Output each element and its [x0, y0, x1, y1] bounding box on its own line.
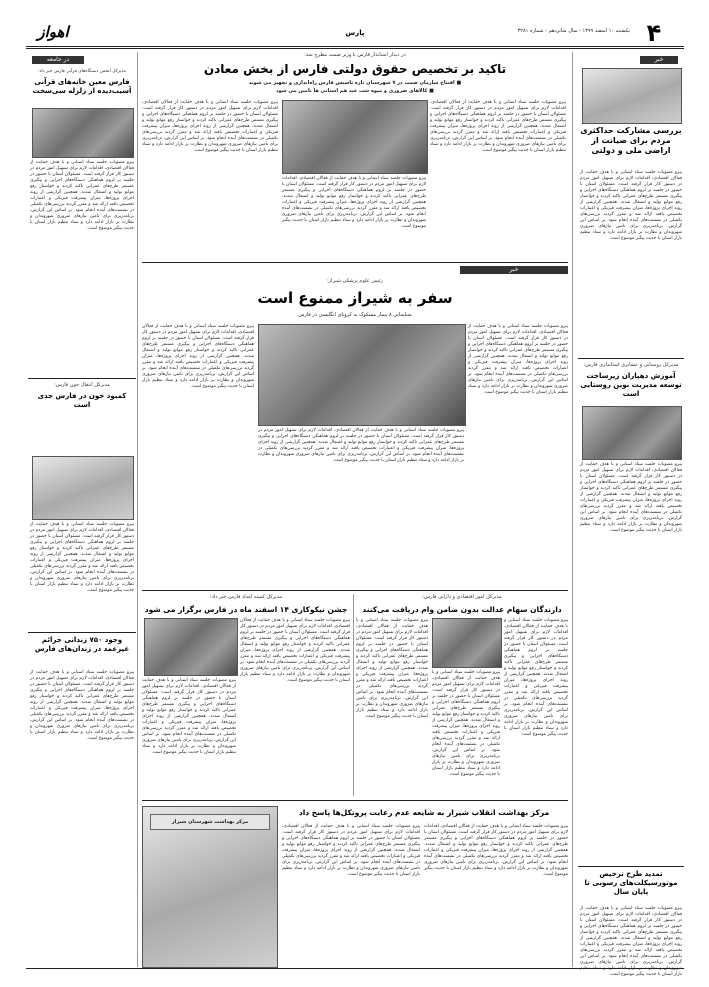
photo-land-inspection — [582, 68, 682, 124]
top-story-body-right: پیرو مصوبات جلسه ستاد استانی و با هدف حمایت از فعالان اقتصادی، اقدامات لازم برای تسهیل امور مردم در دستور کار قرار گرفته است. مسئولان استان با حضور در جلسه بر لزوم هماهنگی دستگاه‌های اجرایی و پیگیری مستمر طرح‌های عمرانی تاکید کردند و خواستار رفع موانع تولید و اشتغال شدند. همچنین گزارشی از روند اجرای پروژه‌ها، میزان پیشرفت فیزیکی و اعتبارات تخصیص یافته ارائه شد و مقرر گردید بررسی‌های تکمیلی در نشست‌های آینده انجام شود. بر اساس این گزارش، برنامه‌ریزی برای تامین نیازهای ضروری شهروندان و نظارت بر بازار ادامه دارد و ستاد تنظیم بازار استان با جدیت پیگیر موضوع است. — [430, 100, 566, 153]
bottom-right-kicker: مدیرکل امور اقتصادی و دارایی فارس: — [422, 594, 502, 600]
center-story-kicker: رئیس علوم پزشکی شیراز: — [327, 278, 383, 284]
bottom-right-headline: دارندگان سهام عدالت بدون ضامن وام دریافت می‌کنند — [362, 605, 562, 614]
section-name: پارس — [345, 29, 365, 37]
bottom-right-body-left: پیرو مصوبات جلسه ستاد استانی و با هدف حمایت از فعالان اقتصادی، اقدامات لازم برای تسهیل امور مردم در دستور کار قرار گرفته است. مسئولان استان با حضور در جلسه بر لزوم هماهنگی دستگاه‌های اجرایی و پیگیری مستمر طرح‌های عمرانی تاکید کردند و خواستار رفع موانع تولید و اشتغال شدند. همچنین گزارشی از روند اجرای پروژه‌ها، میزان پیشرفت فیزیکی و اعتبارات تخصیص یافته ارائه شد و مقرر گردید بررسی‌های تکمیلی در نشست‌های آینده انجام شود. بر اساس این گزارش، برنامه‌ریزی برای تامین نیازهای ضروری شهروندان و نظارت بر بازار ادامه دارد و ستاد تنظیم بازار استان با جدیت پیگیر موضوع است. — [356, 618, 428, 719]
right-story2-kicker: مدیرکل روستایی و عشایری استانداری فارس: — [583, 362, 679, 368]
top-story-body-mid: پیرو مصوبات جلسه ستاد استانی و با هدف حمایت از فعالان اقتصادی، اقدامات لازم برای تسهیل امور مردم در دستور کار قرار گرفته است. مسئولان استان با حضور در جلسه بر لزوم هماهنگی دستگاه‌های اجرایی و پیگیری مستمر طرح‌های عمرانی تاکید کردند و خواستار رفع موانع تولید و اشتغال شدند. همچنین گزارشی از روند اجرای پروژه‌ها، میزان پیشرفت فیزیکی و اعتبارات تخصیص یافته ارائه شد و مقرر گردید بررسی‌های تکمیلی در نشست‌های آینده انجام شود. بر اساس این گزارش، برنامه‌ریزی برای تامین نیازهای ضروری شهروندان و نظارت بر بازار ادامه دارد و ستاد تنظیم بازار استان با جدیت پیگیر موضوع است. — [282, 176, 426, 229]
center-story-sub: شناسایی ۸ بیمار مشکوک به کرونای انگلیسی در فارس — [298, 312, 412, 318]
left-headline3: وجود ۷۵۰ زندانی جرائم غیرعمد در زندان‌های فارس — [34, 636, 130, 653]
center-story-headline: سفر به شیراز ممنوع است — [257, 289, 453, 307]
health-center-sign-text: مرکز بهداشت شهرستان شیراز — [171, 819, 249, 825]
right-tag: خبر — [640, 56, 678, 64]
masthead-logo: اهواز — [37, 23, 69, 41]
bottom-story-headline: مرکز بهداشت انقلاب شیراز به شایعه عدم رعایت پروتکل‌ها پاسخ داد — [298, 808, 550, 817]
photo-charity-official — [144, 618, 238, 676]
left-headline2: کمبود خون در فارس جدی است — [37, 392, 127, 409]
center-story-body-left: پیرو مصوبات جلسه ستاد استانی و با هدف حمایت از فعالان اقتصادی، اقدامات لازم برای تسهیل امور مردم در دستور کار قرار گرفته است. مسئولان استان با حضور در جلسه بر لزوم هماهنگی دستگاه‌های اجرایی و پیگیری مستمر طرح‌های عمرانی تاکید کردند و خواستار رفع موانع تولید و اشتغال شدند. همچنین گزارشی از روند اجرای پروژه‌ها، میزان پیشرفت فیزیکی و اعتبارات تخصیص یافته ارائه شد و مقرر گردید بررسی‌های تکمیلی در نشست‌های آینده انجام شود. بر اساس این گزارش، برنامه‌ریزی برای تامین نیازهای ضروری شهروندان و نظارت بر بازار ادامه دارد و ستاد تنظیم بازار استان با جدیت پیگیر موضوع است. — [142, 324, 254, 389]
top-story-sub2: ■ کالاهای ضروری و میوه شب عید هم استانی ها تامین می شود — [276, 88, 434, 94]
center-tag: خبر — [460, 266, 568, 274]
right-story2-body: پیرو مصوبات جلسه ستاد استانی و با هدف حمایت از فعالان اقتصادی، اقدامات لازم برای تسهیل امور مردم در دستور کار قرار گرفته است. مسئولان استان با حضور در جلسه بر لزوم هماهنگی دستگاه‌های اجرایی و پیگیری مستمر طرح‌های عمرانی تاکید کردند و خواستار رفع موانع تولید و اشتغال شدند. همچنین گزارشی از روند اجرای پروژه‌ها، میزان پیشرفت فیزیکی و اعتبارات تخصیص یافته ارائه شد و مقرر گردید بررسی‌های تکمیلی در نشست‌های آینده انجام شود. بر اساس این گزارش، برنامه‌ریزی برای تامین نیازهای ضروری شهروندان و نظارت بر بازار ادامه دارد و ستاد تنظیم بازار استان با جدیت پیگیر موضوع است. — [580, 462, 682, 533]
bottom-middle-kicker: مدیرکل کمیته امداد فارس خبر داد: — [209, 594, 283, 600]
top-story-headline: تاکید بر تخصیص حقوق دولتی فارس از بخش معادن — [203, 62, 507, 76]
date-line: یکشنبه ۱۰ اسفند ۱۳۹۹ - سال شانزدهم - شماره ۳۲۸۱ — [517, 28, 630, 34]
left-story2-body: پیرو مصوبات جلسه ستاد استانی و با هدف حمایت از فعالان اقتصادی، اقدامات لازم برای تسهیل امور مردم در دستور کار قرار گرفته است. مسئولان استان با حضور در جلسه بر لزوم هماهنگی دستگاه‌های اجرایی و پیگیری مستمر طرح‌های عمرانی تاکید کردند و خواستار رفع موانع تولید و اشتغال شدند. همچنین گزارشی از روند اجرای پروژه‌ها، میزان پیشرفت فیزیکی و اعتبارات تخصیص یافته ارائه شد و مقرر گردید بررسی‌های تکمیلی در نشست‌های آینده انجام شود. بر اساس این گزارش، برنامه‌ریزی برای تامین نیازهای ضروری شهروندان و نظارت بر بازار ادامه دارد و ستاد تنظیم بازار استان با جدیت پیگیر موضوع است. — [30, 522, 134, 593]
left-kicker2: مدیرکل انتقال خون فارس: — [54, 382, 110, 388]
bottom-story-body-left: پیرو مصوبات جلسه ستاد استانی و با هدف حمایت از فعالان اقتصادی، اقدامات لازم برای تسهیل امور مردم در دستور کار قرار گرفته است. مسئولان استان با حضور در جلسه بر لزوم هماهنگی دستگاه‌های اجرایی و پیگیری مستمر طرح‌های عمرانی تاکید کردند و خواستار رفع موانع تولید و اشتغال شدند. همچنین گزارشی از روند اجرای پروژه‌ها، میزان پیشرفت فیزیکی و اعتبارات تخصیص یافته ارائه شد و مقرر گردید بررسی‌های تکمیلی در نشست‌های آینده انجام شود. بر اساس این گزارش، برنامه‌ریزی برای تامین نیازهای ضروری شهروندان و نظارت بر بازار ادامه دارد و ستاد تنظیم بازار استان با جدیت پیگیر موضوع است. — [282, 824, 420, 877]
bottom-middle-body-left: پیرو مصوبات جلسه ستاد استانی و با هدف حمایت از فعالان اقتصادی، اقدامات لازم برای تسهیل امور مردم در دستور کار قرار گرفته است. مسئولان استان با حضور در جلسه بر لزوم هماهنگی دستگاه‌های اجرایی و پیگیری مستمر طرح‌های عمرانی تاکید کردند و خواستار رفع موانع تولید و اشتغال شدند. همچنین گزارشی از روند اجرای پروژه‌ها، میزان پیشرفت فیزیکی و اعتبارات تخصیص یافته ارائه شد و مقرر گردید بررسی‌های تکمیلی در نشست‌های آینده انجام شود. بر اساس این گزارش، برنامه‌ریزی برای تامین نیازهای ضروری شهروندان و نظارت بر بازار ادامه دارد و ستاد تنظیم بازار استان با جدیت پیگیر موضوع است. — [142, 678, 236, 755]
top-story-kicker: در دیدار استاندار فارس با وزیر صمت مطرح شد: — [304, 52, 406, 58]
photo-governor-meeting — [282, 100, 428, 174]
left-story1-body: پیرو مصوبات جلسه ستاد استانی و با هدف حمایت از فعالان اقتصادی، اقدامات لازم برای تسهیل امور مردم در دستور کار قرار گرفته است. مسئولان استان با حضور در جلسه بر لزوم هماهنگی دستگاه‌های اجرایی و پیگیری مستمر طرح‌های عمرانی تاکید کردند و خواستار رفع موانع تولید و اشتغال شدند. همچنین گزارشی از روند اجرای پروژه‌ها، میزان پیشرفت فیزیکی و اعتبارات تخصیص یافته ارائه شد و مقرر گردید بررسی‌های تکمیلی در نشست‌های آینده انجام شود. بر اساس این گزارش، برنامه‌ریزی برای تامین نیازهای ضروری شهروندان و نظارت بر بازار ادامه دارد و ستاد تنظیم بازار استان با جدیت پیگیر موضوع است. — [30, 160, 134, 231]
bottom-middle-headline: جشن نیکوکاری ۱۴ اسفند ماه در فارس برگزار می شود — [144, 605, 348, 614]
page-number: ۴ — [646, 19, 662, 47]
right-story3-body: پیرو مصوبات جلسه ستاد استانی و با هدف حمایت از فعالان اقتصادی، اقدامات لازم برای تسهیل امور مردم در دستور کار قرار گرفته است. مسئولان استان با حضور در جلسه بر لزوم هماهنگی دستگاه‌های اجرایی و پیگیری مستمر طرح‌های عمرانی تاکید کردند و خواستار رفع موانع تولید و اشتغال شدند. همچنین گزارشی از روند اجرای پروژه‌ها، میزان پیشرفت فیزیکی و اعتبارات تخصیص یافته ارائه شد و مقرر گردید بررسی‌های تکمیلی در نشست‌های آینده انجام شود. بر اساس این گزارش، برنامه‌ریزی برای تامین نیازهای ضروری شهروندان و نظارت بر بازار ادامه دارد و ستاد تنظیم بازار استان با جدیت پیگیر موضوع است. — [580, 906, 682, 977]
left-tag: در جامعه — [32, 56, 84, 64]
bottom-story-body-right: پیرو مصوبات جلسه ستاد استانی و با هدف حمایت از فعالان اقتصادی، اقدامات لازم برای تسهیل امور مردم در دستور کار قرار گرفته است. مسئولان استان با حضور در جلسه بر لزوم هماهنگی دستگاه‌های اجرایی و پیگیری مستمر طرح‌های عمرانی تاکید کردند و خواستار رفع موانع تولید و اشتغال شدند. همچنین گزارشی از روند اجرای پروژه‌ها، میزان پیشرفت فیزیکی و اعتبارات تخصیص یافته ارائه شد و مقرر گردید بررسی‌های تکمیلی در نشست‌های آینده انجام شود. بر اساس این گزارش، برنامه‌ریزی برای تامین نیازهای ضروری شهروندان و نظارت بر بازار ادامه دارد و ستاد تنظیم بازار استان با جدیت پیگیر موضوع است. — [424, 824, 568, 877]
right-headline: بررسی مشارکت حداکثری مردم برای صیانت از اراضی ملی و دولتی — [580, 126, 682, 155]
photo-health-official — [258, 324, 466, 426]
photo-health-center-building — [142, 806, 278, 968]
right-story2-headline: آموزش دهیاران زیرساخت توسعه مدیریت نوین روستایی است — [580, 372, 682, 398]
bottom-right-body-right: پیرو مصوبات جلسه ستاد استانی و با هدف حمایت از فعالان اقتصادی، اقدامات لازم برای تسهیل امور مردم در دستور کار قرار گرفته است. مسئولان استان با حضور در جلسه بر لزوم هماهنگی دستگاه‌های اجرایی و پیگیری مستمر طرح‌های عمرانی تاکید کردند و خواستار رفع موانع تولید و اشتغال شدند. همچنین گزارشی از روند اجرای پروژه‌ها، میزان پیشرفت فیزیکی و اعتبارات تخصیص یافته ارائه شد و مقرر گردید بررسی‌های تکمیلی در نشست‌های آینده انجام شود. بر اساس این گزارش، برنامه‌ریزی برای تامین نیازهای ضروری شهروندان و نظارت بر بازار ادامه دارد و ستاد تنظیم بازار استان با جدیت پیگیر موضوع است. — [504, 618, 568, 737]
left-headline1: فارس معین خانه‌های قرآنی آسیب‌دیده از زلزله سی‌سخت — [32, 78, 132, 95]
top-story-body-left: پیرو مصوبات جلسه ستاد استانی و با هدف حمایت از فعالان اقتصادی، اقدامات لازم برای تسهیل امور مردم در دستور کار قرار گرفته است. مسئولان استان با حضور در جلسه بر لزوم هماهنگی دستگاه‌های اجرایی و پیگیری مستمر طرح‌های عمرانی تاکید کردند و خواستار رفع موانع تولید و اشتغال شدند. همچنین گزارشی از روند اجرای پروژه‌ها، میزان پیشرفت فیزیکی و اعتبارات تخصیص یافته ارائه شد و مقرر گردید بررسی‌های تکمیلی در نشست‌های آینده انجام شود. بر اساس این گزارش، برنامه‌ریزی برای تامین نیازهای ضروری شهروندان و نظارت بر بازار ادامه دارد و ستاد تنظیم بازار استان با جدیت پیگیر موضوع است. — [142, 100, 278, 153]
bottom-middle-body-right: پیرو مصوبات جلسه ستاد استانی و با هدف حمایت از فعالان اقتصادی، اقدامات لازم برای تسهیل امور مردم در دستور کار قرار گرفته است. مسئولان استان با حضور در جلسه بر لزوم هماهنگی دستگاه‌های اجرایی و پیگیری مستمر طرح‌های عمرانی تاکید کردند و خواستار رفع موانع تولید و اشتغال شدند. همچنین گزارشی از روند اجرای پروژه‌ها، میزان پیشرفت فیزیکی و اعتبارات تخصیص یافته ارائه شد و مقرر گردید بررسی‌های تکمیلی در نشست‌های آینده انجام شود. بر اساس این گزارش، برنامه‌ریزی برای تامین نیازهای ضروری شهروندان و نظارت بر بازار ادامه دارد و ستاد تنظیم بازار استان با جدیت پیگیر موضوع است. — [240, 618, 350, 683]
bottom-right-body-under: پیرو مصوبات جلسه ستاد استانی و با هدف حمایت از فعالان اقتصادی، اقدامات لازم برای تسهیل امور مردم در دستور کار قرار گرفته است. مسئولان استان با حضور در جلسه بر لزوم هماهنگی دستگاه‌های اجرایی و پیگیری مستمر طرح‌های عمرانی تاکید کردند و خواستار رفع موانع تولید و اشتغال شدند. همچنین گزارشی از روند اجرای پروژه‌ها، میزان پیشرفت فیزیکی و اعتبارات تخصیص یافته ارائه شد و مقرر گردید بررسی‌های تکمیلی در نشست‌های آینده انجام شود. بر اساس این گزارش، برنامه‌ریزی برای تامین نیازهای ضروری شهروندان و نظارت بر بازار ادامه دارد و ستاد تنظیم بازار استان با جدیت پیگیر موضوع است. — [432, 670, 500, 777]
photo-blood-bags — [32, 456, 134, 520]
left-kicker1: مدیرکل انجمن دستگاه‌های قرآنی فارس خبر داد: — [38, 69, 126, 74]
top-story-sub1: ■ افتتاح سازمان صمت در ۷ شهرستان تازه تاسیس فارس راه‌اندازی و تجهیز می شوند — [248, 80, 462, 86]
photo-economy-official — [432, 618, 502, 668]
health-center-sign — [150, 814, 270, 830]
right-story1-body: پیرو مصوبات جلسه ستاد استانی و با هدف حمایت از فعالان اقتصادی، اقدامات لازم برای تسهیل امور مردم در دستور کار قرار گرفته است. مسئولان استان با حضور در جلسه بر لزوم هماهنگی دستگاه‌های اجرایی و پیگیری مستمر طرح‌های عمرانی تاکید کردند و خواستار رفع موانع تولید و اشتغال شدند. همچنین گزارشی از روند اجرای پروژه‌ها، میزان پیشرفت فیزیکی و اعتبارات تخصیص یافته ارائه شد و مقرر گردید بررسی‌های تکمیلی در نشست‌های آینده انجام شود. بر اساس این گزارش، برنامه‌ریزی برای تامین نیازهای ضروری شهروندان و نظارت بر بازار ادامه دارد و ستاد تنظیم بازار استان با جدیت پیگیر موضوع است. — [580, 170, 682, 241]
center-story-body-right: پیرو مصوبات جلسه ستاد استانی و با هدف حمایت از فعالان اقتصادی، اقدامات لازم برای تسهیل امور مردم در دستور کار قرار گرفته است. مسئولان استان با حضور در جلسه بر لزوم هماهنگی دستگاه‌های اجرایی و پیگیری مستمر طرح‌های عمرانی تاکید کردند و خواستار رفع موانع تولید و اشتغال شدند. همچنین گزارشی از روند اجرای پروژه‌ها، میزان پیشرفت فیزیکی و اعتبارات تخصیص یافته ارائه شد و مقرر گردید بررسی‌های تکمیلی در نشست‌های آینده انجام شود. بر اساس این گزارش، برنامه‌ریزی برای تامین نیازهای ضروری شهروندان و نظارت بر بازار ادامه دارد و ستاد تنظیم بازار استان با جدیت پیگیر موضوع است. — [468, 324, 568, 395]
center-story-body-mid: پیرو مصوبات جلسه ستاد استانی و با هدف حمایت از فعالان اقتصادی، اقدامات لازم برای تسهیل امور مردم در دستور کار قرار گرفته است. مسئولان استان با حضور در جلسه بر لزوم هماهنگی دستگاه‌های اجرایی و پیگیری مستمر طرح‌های عمرانی تاکید کردند و خواستار رفع موانع تولید و اشتغال شدند. همچنین گزارشی از روند اجرای پروژه‌ها، میزان پیشرفت فیزیکی و اعتبارات تخصیص یافته ارائه شد و مقرر گردید بررسی‌های تکمیلی در نشست‌های آینده انجام شود. بر اساس این گزارش، برنامه‌ریزی برای تامین نیازهای ضروری شهروندان و نظارت بر بازار ادامه دارد و ستاد تنظیم بازار استان با جدیت پیگیر موضوع است. — [258, 428, 464, 463]
right-story3-headline: تمدید طرح ترخیص موتورسیکلت‌های رسوبی تا پایان سال — [584, 870, 678, 896]
photo-rural-official — [582, 406, 682, 460]
photo-quran-official — [32, 108, 134, 158]
left-story3-body: پیرو مصوبات جلسه ستاد استانی و با هدف حمایت از فعالان اقتصادی، اقدامات لازم برای تسهیل امور مردم در دستور کار قرار گرفته است. مسئولان استان با حضور در جلسه بر لزوم هماهنگی دستگاه‌های اجرایی و پیگیری مستمر طرح‌های عمرانی تاکید کردند و خواستار رفع موانع تولید و اشتغال شدند. همچنین گزارشی از روند اجرای پروژه‌ها، میزان پیشرفت فیزیکی و اعتبارات تخصیص یافته ارائه شد و مقرر گردید بررسی‌های تکمیلی در نشست‌های آینده انجام شود. بر اساس این گزارش، برنامه‌ریزی برای تامین نیازهای ضروری شهروندان و نظارت بر بازار ادامه دارد و ستاد تنظیم بازار استان با جدیت پیگیر موضوع است. — [30, 670, 134, 741]
